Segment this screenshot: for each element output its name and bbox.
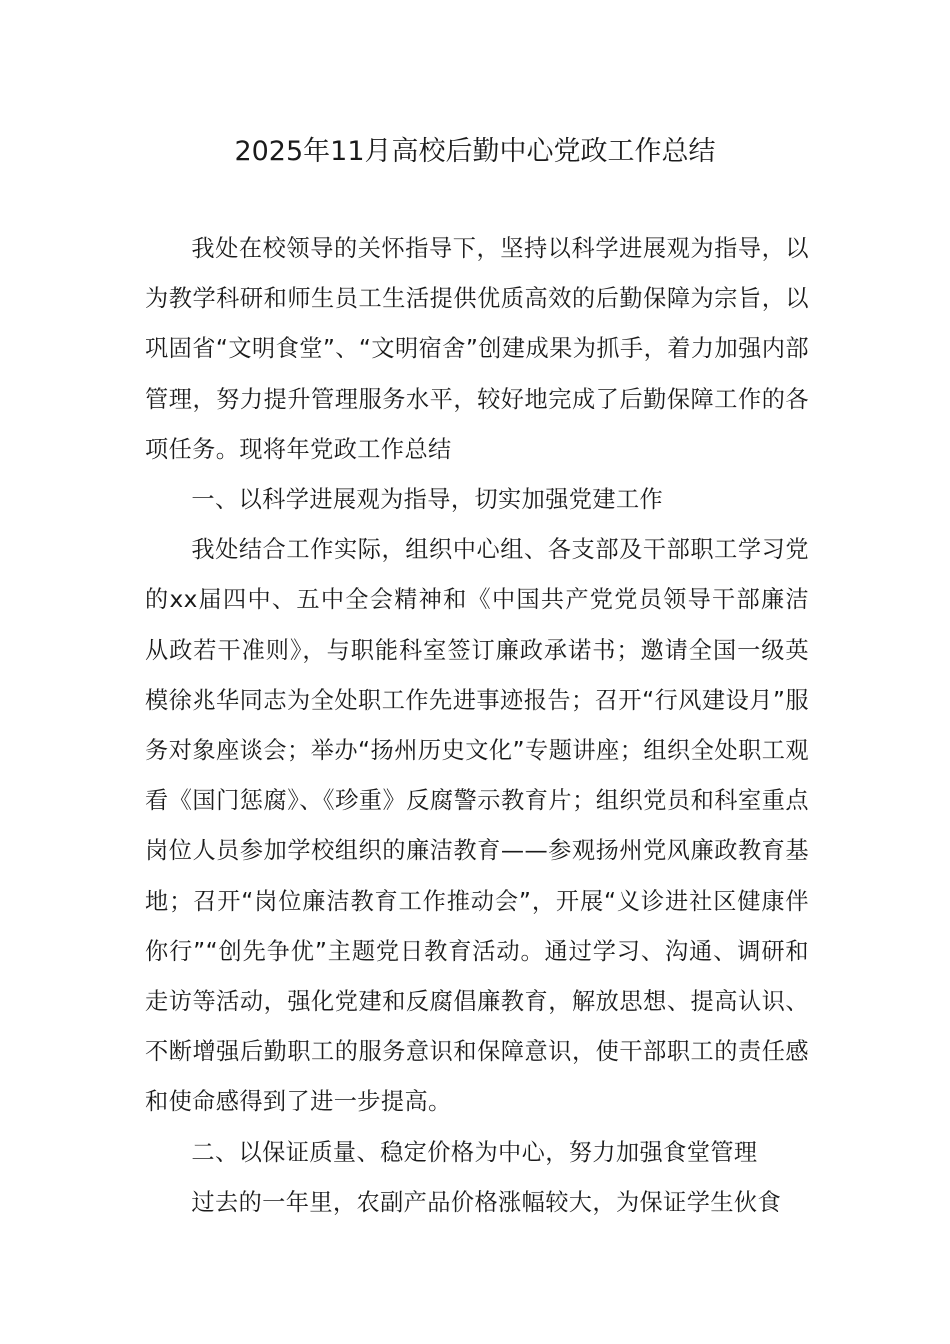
paragraph-intro: 我处在校领导的关怀指导下，坚持以科学进展观为指导，以为教学科研和师生员工生活提供优质高效的后勤保障为宗旨，以巩固省“文明食堂”、“文明宿舍”创建成果为抓手，着力加强内部管理，努力提升管理服务水平，较好地完成了后勤保障工作的各项任务。现将年党政工作总结	[145, 235, 809, 463]
paragraph-canteen: 过去的一年里，农副产品价格涨幅较大，为保证学生伙食	[191, 1188, 782, 1216]
section-heading-canteen: 二、以保证质量、稳定价格为中心，努力加强食堂管理	[191, 1138, 758, 1166]
paragraph-party-building: 我处结合工作实际，组织中心组、各支部及干部职工学习党的xx届四中、五中全会精神和《中国共产党党员领导干部廉洁从政若干准则》，与职能科室签订廉政承诺书；邀请全国一级英模徐兆华同志为全处职工作先进事迹报告；召开“行风建设月”服务对象座谈会；举办“扬州历史文化”专题讲座；组织全处职工观看《国门惩腐》、《珍重》反腐警示教育片；组织党员和科室重点岗位人员参加学校组织的廉洁教育——参观扬州党风廉政教育基地；召开“岗位廉洁教育工作推动会”，开展“义诊进社区健康伴你行”“创先争优”主题党日教育活动。通过学习、沟通、调研和走访等活动，强化党建和反腐倡廉教育，解放思想、提高认识、不断增强后勤职工的服务意识和保障意识，使干部职工的责任感和使命感得到了进一步提高。	[145, 536, 809, 1116]
document-title: 2025年11月高校后勤中心党政工作总结	[234, 136, 716, 167]
document-body	[145, 224, 809, 1228]
section-heading-party-building: 一、以科学进展观为指导，切实加强党建工作	[191, 486, 664, 514]
